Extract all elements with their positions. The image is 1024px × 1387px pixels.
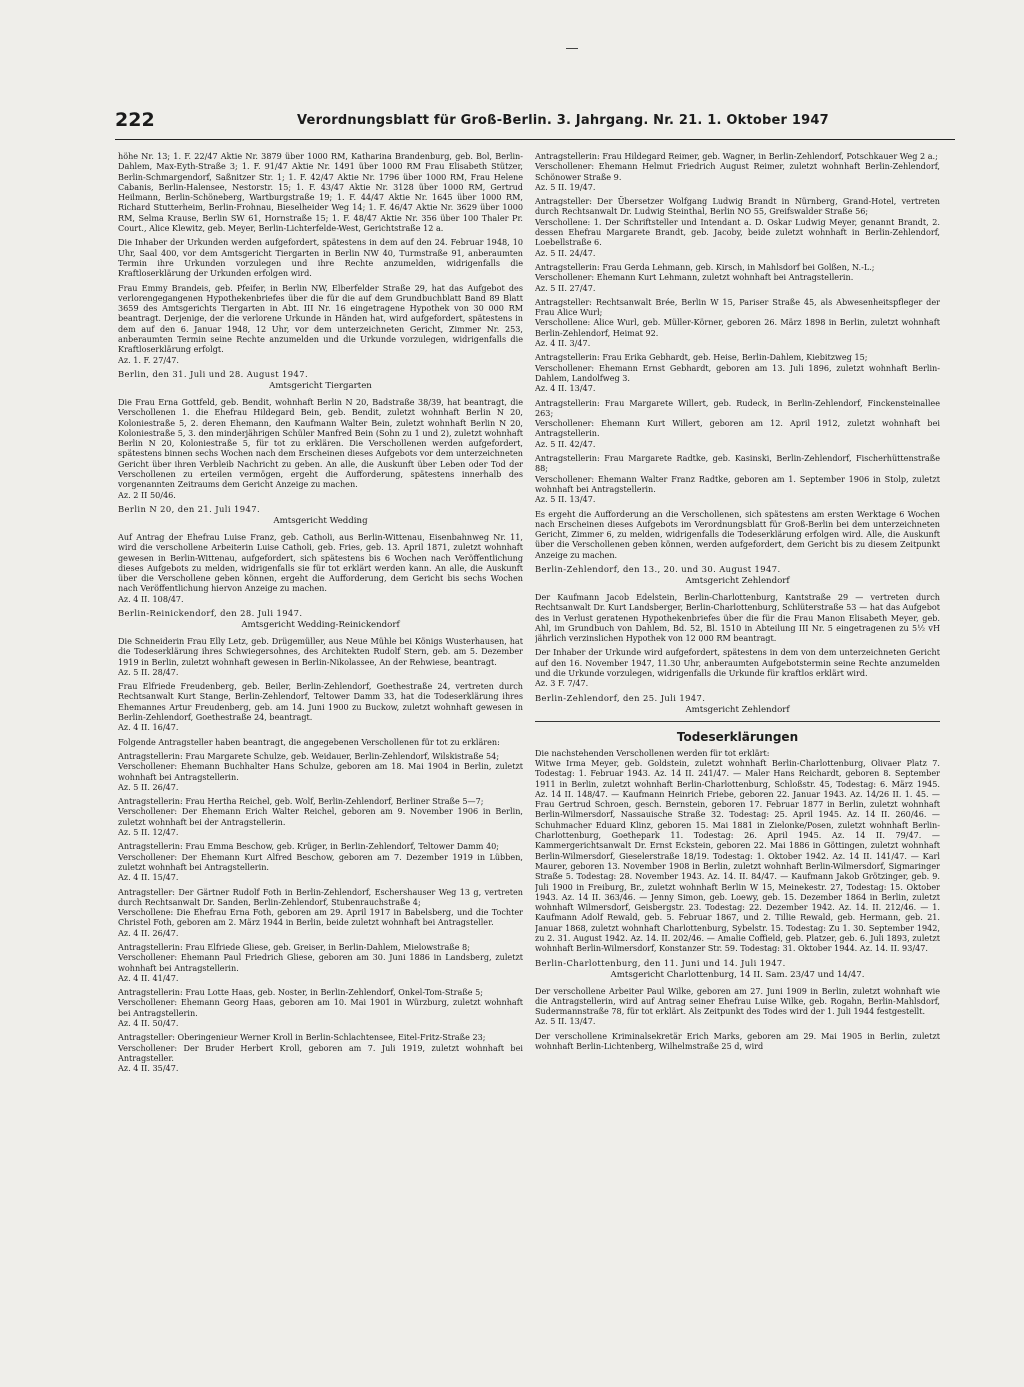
- paragraph: Antragsteller: Oberingenieur Werner Kroll in Berlin-Schlachtensee, Eitel-Fritz-Straße 23; Verschollener: Der Bruder Herbert Kroll, geboren am 7. Juli 1919, zuletzt wohnhaft bei Antragsteller. Az. 4 II. 35/47.: [118, 1032, 523, 1074]
- place-date-line: Berlin N 20, den 21. Juli 1947.: [118, 503, 260, 514]
- right-column: [535, 151, 940, 1376]
- page-number: 222: [115, 109, 155, 131]
- paragraph: Der verschollene Arbeiter Paul Wilke, geboren am 27. Juni 1909 in Berlin, zuletzt wohnhaft wie die Antragstellerin, wird auf Antrag seiner Ehefrau Luise Wilke, geb. Rogahn, Berlin-Mahlsdorf, Sudermannstraße 78, für tot erklärt. Als Zeitpunkt des Todes wird der 1. Juli 1944 festgestellt. Az. 5 II. 13/47.: [535, 985, 940, 1027]
- paragraph: Frau Emmy Brandeis, geb. Pfeifer, in Berlin NW, Elberfelder Straße 29, hat das Aufgebot des verlorengegangenen Hypothekenbriefes über die für die auf dem Grundbuchblatt Band 89 Blatt 3659 des Amtsgerichts Tiergarten in Abt. III Nr. 16 eingetragene Hypothek von 30 000 RM beantragt. Derjenige, der die verlorene Urkunde in Händen hat, wird aufgefordert, spätestens in dem auf den 6. Januar 1948, 12 Uhr, vor dem unterzeichneten Gericht, Zimmer Nr. 253, anberaumten Termin seine Rechte anzumelden und die Urkunde vorzulegen, widrigenfalls die Kraftloserklärung erfolgt. Az. 1. F. 27/47.: [118, 282, 523, 365]
- divider-rule: [535, 721, 940, 724]
- paragraph: Die nachstehenden Verschollenen werden für tot erklärt: Witwe Irma Meyer, geb. Goldstein, zuletzt wohnhaft Berlin-Charlottenburg, Olivaer Platz 7. Todestag: 1. Februar 1943. Az. 14 II. 241/47. — Maler Hans Reichardt, geboren 8. September 1911 in Berlin, zuletzt wohnhaft Berlin-Charlottenburg, Schloßstr. 45, Todestag: 6. März 1945. Az. 14 II. 148/47. — Kaufmann Heinrich Friebe, geboren 22. Januar 1943. Az. 14/26 II. 1. 45. — Frau Gertrud Schroen, gesch. Bernstein, geboren 17. Februar 1877 in Berlin, zuletzt wohnhaft Berlin-Wilmersdorf, Nassauische Straße 32. Todestag: 25. April 1945. Az. 14 II. 260/46. — Schuhmacher Eduard Klinz, geboren 15. Mai 1881 in Zielonke/Posen, zuletzt wohnhaft Berlin-Charlottenburg, Goethepark 11. Todestag: 26. April 1945. Az. 14 II. 79/47. — Kammergerichtsanwalt Dr. Ernst Eckstein, geboren 22. Mai 1886 in Göttingen, zuletzt wohnhaft Berlin-Wilmersdorf, Gieselerstraße 18/19. Todestag: 1. Oktober 1942. Az. 14 II. 141/47. — Karl Maurer, geboren 13. November 1908 in Berlin, zuletzt wohnhaft Berlin-Wilmersdorf, Sigmaringer Straße 5. Todestag: 28. November 1943. Az. 14. II. 84/47. — Kaufmann Jakob Grötzinger, geb. 9. Juli 1900 in Freiburg, Br., zuletzt wohnhaft Berlin W 15, Meinekestr. 27, Todestag: 15. Oktober 1943. Az. 14 II. 363/46. — Jenny Simon, geb. Loewy, geb. 15. Dezember 1864 in Berlin, zuletzt wohnhaft Wilmersdorf, Geisbergstr. 23. Todestag: 22. Dezember 1942. Az. 14. II. 212/46. — 1. Kaufmann Adolf Rewald, geb. 5. Februar 1867, und 2. Tillie Rewald, geb. Hermann, geb. 21. Januar 1868, zuletzt wohnhaft Charlottenburg, Sybelstr. 15. Todestag: Zu 1. 30. September 1942, zu 2. 31. August 1942. Az. 14. II. 202/46. — Amalie Coffield, geb. Platzer, geb. 6. Juli 1893, zuletzt wohnhaft Berlin-Wilmersdorf, Konstanzer Str. 59. Todestag: 31. Oktober 1944. Az. 14. II. 93/47.: [535, 747, 940, 954]
- paragraph: Antragstellerin: Frau Hildegard Reimer, geb. Wagner, in Berlin-Zehlendorf, Potschkauer Weg 2 a.; Verschollener: Ehemann Helmut Friedrich August Reimer, zuletzt wohnhaft Berlin-Zehlendorf, Schönower Straße 9. Az. 5 II. 19/47.: [535, 151, 940, 192]
- paragraph: Antragstellerin: Frau Emma Beschow, geb. Krüger, in Berlin-Zehlendorf, Teltower Damm 40; Verschollener: Der Ehemann Kurt Alfred Beschow, geboren am 7. Dezember 1919 in Lübben, zuletzt wohnhaft bei Antragstellerin. Az. 4 II. 15/47.: [118, 841, 523, 883]
- paragraph: Folgende Antragsteller haben beantragt, die angegebenen Verschollenen für tot zu erklären:: [118, 736, 500, 747]
- court-name: Amtsgericht Zehlendorf: [685, 704, 790, 715]
- paragraph: Antragstellerin: Frau Erika Gebhardt, geb. Heise, Berlin-Dahlem, Kiebitzweg 15; Verschollener: Ehemann Ernst Gebhardt, geboren am 13. Juli 1896, zuletzt wohnhaft Berlin-Dahlem, Landolfweg 3. Az. 4 II. 13/47.: [535, 352, 940, 394]
- section-heading: Todeserklärungen: [676, 729, 799, 744]
- paragraph: Die Inhaber der Urkunden werden aufgefordert, spätestens in dem auf den 24. Februar 1948, 10 Uhr, Saal 400, vor dem Amtsgericht Tiergarten in Berlin NW 40, Turmstraße 91, anberaumten Termin ihre Urkunden vorzulegen und ihre Rechte anzumelden, widrigenfalls die Kraftloserklärung der Urkunden erfolgen wird.: [118, 237, 523, 279]
- court-name: Amtsgericht Charlottenburg, 14 II. Sam. 23/47 und 14/47.: [610, 969, 865, 980]
- publication-title: Verordnungsblatt für Groß-Berlin. 3. Jahrgang. Nr. 21. 1. Oktober 1947: [297, 113, 829, 128]
- place-date-line: Berlin-Zehlendorf, den 13., 20. und 30. August 1947.: [535, 563, 781, 574]
- court-name: Amtsgericht Zehlendorf: [685, 575, 790, 586]
- page-header: [115, 109, 955, 140]
- paragraph: Antragstellerin: Frau Margarete Radtke, geb. Kasinski, Berlin-Zehlendorf, Fischerhüttenstraße 88; Verschollener: Ehemann Walter Franz Radtke, geboren am 1. September 1906 in Stolp, zuletzt wohnhaft bei Antragstellerin. Az. 5 II. 13/47.: [535, 453, 940, 505]
- paragraph: Antragstellerin: Frau Hertha Reichel, geb. Wolf, Berlin-Zehlendorf, Berliner Straße 5—7; Verschollener: Der Ehemann Erich Walter Reichel, geboren am 9. November 1906 in Berlin, zuletzt wohnhaft bei der Antragstellerin. Az. 5 II. 12/47.: [118, 796, 523, 838]
- place-date-line: Berlin-Charlottenburg, den 11. Juni und 14. Juli 1947.: [535, 957, 786, 968]
- paragraph: Auf Antrag der Ehefrau Luise Franz, geb. Catholi, aus Berlin-Wittenau, Eisenbahnweg Nr. 11, wird die verschollene Arbeiterin Luise Catholi, geb. Fries, geb. 13. April 1871, zuletzt wohnhaft gewesen in Berlin-Wittenau, aufgefordert, sich spätestens bis 6 Wochen nach Veröffentlichung dieses Aufgebots zu melden, widrigenfalls sie für tot erklärt werden kann. An alle, die Auskunft über die Verschollene geben können, ergeht die Aufforderung, dem Gericht bis sechs Wochen nach Veröffentlichung hiervon Anzeige zu machen. Az. 4 II. 108/47.: [118, 531, 523, 604]
- paragraph: Antragstellerin: Frau Lotte Haas, geb. Noster, in Berlin-Zehlendorf, Onkel-Tom-Straße 5; Verschollener: Ehemann Georg Haas, geboren am 10. Mai 1901 in Würzburg, zuletzt wohnhaft bei Antragstellerin. Az. 4 II. 50/47.: [118, 987, 523, 1029]
- paragraph: Antragstellerin: Frau Gerda Lehmann, geb. Kirsch, in Mahlsdorf bei Golßen, N.-L.; Verschollener: Ehemann Kurt Lehmann, zuletzt wohnhaft bei Antragstellerin. Az. 5 II. 27/47.: [535, 261, 875, 293]
- paragraph: Antragstellerin: Frau Elfriede Gliese, geb. Greiser, in Berlin-Dahlem, Mielowstraße 8; Verschollener: Ehemann Paul Friedrich Gliese, geboren am 30. Juni 1886 in Landsberg, zuletzt wohnhaft bei Antragstellerin. Az. 4 II. 41/47.: [118, 942, 523, 983]
- court-name: Amtsgericht Wedding: [273, 515, 368, 526]
- paragraph: Die Frau Erna Gottfeld, geb. Bendit, wohnhaft Berlin N 20, Badstraße 38/39, hat beantragt, die Verschollenen 1. die Ehefrau Hildegard Bein, geb. Bendit, zuletzt wohnhaft Berlin N 20, Koloniestraße 5, 2. deren Ehemann, den Kaufmann Walter Bein, zuletzt wohnhaft Berlin N 20, Koloniestraße 5, 3. den minderjährigen Schüler Manfred Bein (Sohn zu 1 und 2), zuletzt wohnhaft Berlin N 20, Koloniestraße 5, für tot zu erklären. Die Verschollenen werden aufgefordert, spätestens binnen sechs Wochen nach dem Erscheinen dieses Aufgebots vor dem unterzeichneten Gericht über ihren Verbleib Nachricht zu geben. An alle, die Auskunft über Leben oder Tod der Verschollenen zu erteilen vermögen, ergeht die Aufforderung, spätestens innerhalb des vorgenannten Zeitraums dem Gericht Anzeige zu machen. Az. 2 II 50/46.: [118, 396, 523, 500]
- paragraph: Es ergeht die Aufforderung an die Verschollenen, sich spätestens am ersten Werktage 6 Wochen nach Erscheinen dieses Aufgebots im Verordnungsblatt für Groß-Berlin bei dem unterzeichneten Gericht, Zimmer 6, zu melden, widrigenfalls die Todeserklärung erfolgen wird. Alle, die Auskunft über die Verschollenen geben können, werden aufgefordert, dem Gericht bis zu diesem Zeitpunkt Anzeige zu machen.: [535, 508, 940, 560]
- paragraph: Antragstellerin: Frau Margarete Schulze, geb. Weidauer, Berlin-Zehlendorf, Wilskistraße 54; Verschollener: Ehemann Buchhalter Hans Schulze, geboren am 18. Mai 1904 in Berlin, zuletzt wohnhaft bei Antragstellerin. Az. 5 II. 26/47.: [118, 750, 523, 792]
- left-column: [118, 151, 523, 1376]
- place-date-line: Berlin-Zehlendorf, den 25. Juli 1947.: [535, 692, 706, 703]
- paragraph: höhe Nr. 13; 1. F. 22/47 Aktie Nr. 3879 über 1000 RM, Katharina Brandenburg, geb. Bol, Berlin-Dahlem, Max-Eyth-Straße 3; 1. F. 91/47 Aktie Nr. 1491 über 1000 RM Frau Elisabeth Stützer, Berlin-Schmargendorf, Saßnitzer Str. 1; 1. F. 42/47 Aktie Nr. 1796 über 1000 RM, Frau Helene Cabanis, Berlin-Halensee, Nestorstr. 15; 1. F. 43/47 Aktie Nr. 3128 über 1000 RM, Gertrud Heilmann, Berlin-Schöneberg, Wartburgstraße 19; 1. F. 44/47 Aktie Nr. 1645 über 1000 RM, Richard Stutterheim, Berlin-Frohnau, Bieselheider Weg 14; 1. F. 46/47 Aktie Nr. 3629 über 1000 RM, Selma Krause, Berlin SW 61, Hornstraße 15; 1. F. 48/47 Aktie Nr. 356 über 100 Thaler Pr. Court., Alice Klewitz, geb. Meyer, Berlin-Lichterfelde-West, Gerichtstraße 12 a.: [118, 151, 523, 234]
- place-date-line: Berlin, den 31. Juli und 28. August 1947.: [118, 368, 309, 379]
- place-date-line: Berlin-Reinickendorf, den 28. Juli 1947.: [118, 607, 303, 618]
- paragraph: Antragsteller: Der Gärtner Rudolf Foth in Berlin-Zehlendorf, Eschershauser Weg 13 g, vertreten durch Rechtsanwalt Dr. Sanden, Berlin-Zehlendorf, Stubenrauchstraße 4; Verschollene: Die Ehefrau Erna Foth, geboren am 29. April 1917 in Babelsberg, und die Tochter Christel Foth, geboren am 2. März 1944 in Berlin, beide zuletzt wohnhaft bei Antragsteller. Az. 4 II. 26/47.: [118, 886, 523, 938]
- paragraph: Antragsteller: Der Übersetzer Wolfgang Ludwig Brandt in Nürnberg, Grand-Hotel, vertreten durch Rechtsanwalt Dr. Ludwig Steinthal, Berlin NO 55, Greifswalder Straße 56; Verschollene: 1. Der Schriftsteller und Intendant a. D. Oskar Ludwig Meyer, genannt Brandt, 2. dessen Ehefrau Margarete Brandt, geb. Jacoby, beide zuletzt wohnhaft in Berlin-Zehlendorf, Loebellstraße 6. Az. 5 II. 24/47.: [535, 196, 940, 258]
- scan-mark: [566, 48, 578, 49]
- paragraph: Die Schneiderin Frau Elly Letz, geb. Drügemüller, aus Neue Mühle bei Königs Wusterhausen, hat die Todeserklärung ihres Schwiegersohnes, des Architekten Rudolf Stern, geb. am 5. Dezember 1919 in Berlin, zuletzt wohnhaft gewesen in Berlin-Nikolassee, An der Rehwiese, beantragt. Az. 5 II. 28/47.: [118, 635, 523, 677]
- paragraph: Der Inhaber der Urkunde wird aufgefordert, spätestens in dem von dem unterzeichneten Gericht auf den 16. November 1947, 11.30 Uhr, anberaumten Aufgebotstermin seine Rechte anzumelden und die Urkunde vorzulegen, widrigenfalls die Urkunde für kraftlos erklärt wird. Az. 3 F. 7/47.: [535, 647, 940, 689]
- court-name: Amtsgericht Wedding-Reinickendorf: [241, 619, 400, 630]
- court-name: Amtsgericht Tiergarten: [269, 380, 372, 391]
- paragraph: Antragstellerin: Frau Margarete Willert, geb. Rudeck, in Berlin-Zehlendorf, Finckensteinallee 263; Verschollener: Ehemann Kurt Willert, geboren am 12. April 1912, zuletzt wohnhaft bei Antragstellerin. Az. 5 II. 42/47.: [535, 397, 940, 449]
- paragraph: Antragsteller: Rechtsanwalt Brée, Berlin W 15, Pariser Straße 45, als Abwesenheitspfleger der Frau Alice Wurl; Verschollene: Alice Wurl, geb. Müller-Körner, geboren 26. März 1898 in Berlin, zuletzt wohnhaft Berlin-Zehlendorf, Heimat 92. Az. 4 II. 3/47.: [535, 296, 940, 349]
- paragraph: Der Kaufmann Jacob Edelstein, Berlin-Charlottenburg, Kantstraße 29 — vertreten durch Rechtsanwalt Dr. Kurt Landsberger, Berlin-Charlottenburg, Schlüterstraße 53 — hat das Aufgebot des in Verlust geratenen Hypothekenbriefes über die für die Frau Manon Elisabeth Meyer, geb. Ahl, im Grundbuch von Dahlem, Bd. 52, Bl. 1510 in Abteilung III Nr. 5 eingetragenen zu 5½ vH jährlich verzinslichen Hypothek von 12 000 RM beantragt.: [535, 591, 940, 644]
- paragraph: Frau Elfriede Freudenberg, geb. Beiler, Berlin-Zehlendorf, Goethestraße 24, vertreten durch Rechtsanwalt Kurt Stange, Berlin-Zehlendorf, Teltower Damm 33, hat die Todeserklärung ihres Ehemannes Artur Freudenberg, geb. am 14. Juni 1900 zu Buckow, zuletzt wohnhaft gewesen in Berlin-Zehlendorf, Goethestraße 24, beantragt. Az. 4 II. 16/47.: [118, 681, 523, 733]
- paragraph: Der verschollene Kriminalsekretär Erich Marks, geboren am 29. Mai 1905 in Berlin, zuletzt wohnhaft Berlin-Lichtenberg, Wilhelmstraße 25 d, wird: [535, 1030, 940, 1052]
